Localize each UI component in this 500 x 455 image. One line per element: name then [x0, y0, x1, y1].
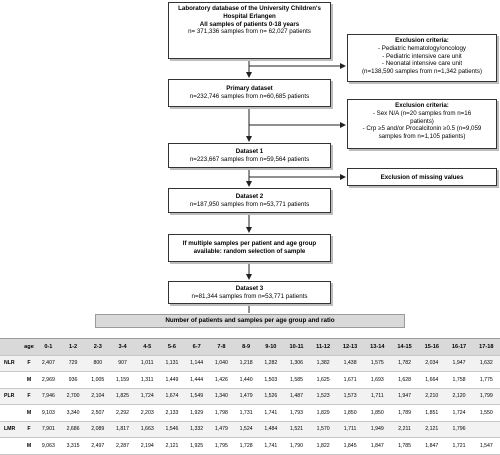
source-counts: n= 371,336 samples from n= 62,027 patients: [188, 28, 311, 36]
sex-label: M: [22, 372, 36, 389]
ratio-label: [0, 405, 22, 422]
source-title-line1: Laboratory database of the University Children's: [178, 5, 321, 12]
sex-label: M: [22, 438, 36, 455]
exclusion2-item-2: - Crp ≥5 and/or Procalcitonin ≥0.5 (n=9,059: [362, 125, 482, 133]
table-cell: 2,089: [85, 421, 110, 438]
table-cell: 936: [61, 372, 86, 389]
table-cell: 1,479: [209, 421, 234, 438]
table-cell: 1,503: [258, 372, 283, 389]
header-cell: 3-4: [110, 339, 135, 356]
table-cell: 1,741: [258, 438, 283, 455]
table-cell: 1,758: [445, 372, 472, 389]
table-cell: 2,121: [418, 421, 445, 438]
table-cell: 1,799: [473, 388, 500, 405]
table-cell: 1,711: [364, 388, 391, 405]
table-cell: 1,523: [310, 388, 337, 405]
summary-heading-bar: Number of patients and samples per age group and ratio: [95, 314, 405, 328]
table-cell: 1,332: [184, 421, 209, 438]
ratio-label: [0, 372, 22, 389]
table-cell: 1,925: [184, 438, 209, 455]
table-cell: 1,526: [258, 388, 283, 405]
random-selection-box: [168, 234, 331, 262]
exclusion2-item-1-cont: patients): [410, 117, 434, 125]
table-cell: 1,724: [135, 388, 160, 405]
header-cell: 17-18: [473, 339, 500, 356]
sex-label: F: [22, 388, 36, 405]
table-cell: 1,850: [364, 405, 391, 422]
table-cell: 1,789: [391, 405, 418, 422]
table-cell: 2,497: [85, 438, 110, 455]
selection-line-2: available: random selection of sample: [193, 247, 306, 255]
exclusion1-counts: (n=138,590 samples from n=1,342 patients): [361, 68, 483, 75]
exclusion1-item-2: - Pediatric intensive care unit: [382, 52, 462, 60]
table-cell: 1,728: [234, 438, 259, 455]
table-cell: 9,103: [36, 405, 61, 422]
table-row: [0, 405, 500, 422]
source-title-line2: Hospital Erlangen: [223, 12, 276, 20]
table-cell: 2,700: [61, 388, 86, 405]
table-cell: 1,438: [336, 355, 363, 372]
table-cell: 2,686: [61, 421, 86, 438]
table-cell: 1,775: [473, 372, 500, 389]
table-cell: 7,946: [36, 388, 61, 405]
table-cell: 1,798: [209, 405, 234, 422]
table-cell: 1,575: [364, 355, 391, 372]
table-cell: 1,829: [310, 405, 337, 422]
dataset-3-box: [168, 281, 331, 304]
table-cell: 2,287: [110, 438, 135, 455]
table-cell: 2,104: [85, 388, 110, 405]
table-cell: 1,796: [445, 421, 472, 438]
dataset-2-counts: n=187,950 samples from n=53,771 patients: [189, 200, 310, 208]
table-cell: 1,947: [445, 355, 472, 372]
table-cell: 1,282: [258, 355, 283, 372]
table-cell: 2,292: [110, 405, 135, 422]
sex-label: F: [22, 421, 36, 438]
table-cell: 907: [110, 355, 135, 372]
table-cell: 3,340: [61, 405, 86, 422]
table-cell: 1,628: [391, 372, 418, 389]
table-cell: 2,120: [445, 388, 472, 405]
table-cell: 2,211: [391, 421, 418, 438]
dataset-3-title: Dataset 3: [235, 285, 264, 292]
table-cell: 7,901: [36, 421, 61, 438]
table-cell: 1,795: [209, 438, 234, 455]
table-cell: 1,724: [445, 405, 472, 422]
exclusion2-title: Exclusion criteria:: [395, 102, 449, 109]
sex-label: M: [22, 405, 36, 422]
table-cell: 2,194: [135, 438, 160, 455]
table-cell: 2,210: [418, 388, 445, 405]
table-cell: 1,040: [209, 355, 234, 372]
table-cell: 2,203: [135, 405, 160, 422]
table-cell: 1,570: [310, 421, 337, 438]
dataset-1-counts: n=223,667 samples from n=59,564 patients: [189, 155, 310, 163]
table-cell: 1,444: [184, 372, 209, 389]
table-cell: 1,850: [336, 405, 363, 422]
table-cell: 1,550: [473, 405, 500, 422]
table-cell: 1,487: [283, 388, 310, 405]
table-cell: 1,521: [283, 421, 310, 438]
table-cell: 1,131: [160, 355, 185, 372]
table-cell: 1,847: [364, 438, 391, 455]
table-cell: 1,947: [391, 388, 418, 405]
table-cell: 1,306: [283, 355, 310, 372]
table-cell: 2,034: [418, 355, 445, 372]
table-cell: 1,793: [283, 405, 310, 422]
table-cell: 1,484: [258, 421, 283, 438]
exclusion-criteria-box-1: [347, 34, 497, 82]
table-cell: 1,585: [283, 372, 310, 389]
header-cell: 0-1: [36, 339, 61, 356]
table-cell: 1,311: [135, 372, 160, 389]
header-cell: age: [22, 339, 36, 356]
table-cell: 1,440: [234, 372, 259, 389]
header-cell: 8-9: [234, 339, 259, 356]
table-cell: 1,159: [110, 372, 135, 389]
header-cell: 4-5: [135, 339, 160, 356]
header-cell: 6-7: [184, 339, 209, 356]
exclusion2-item-1: - Sex N/A (n=20 samples from n=16: [372, 109, 472, 117]
table-cell: 1,671: [336, 372, 363, 389]
ratio-label: LMR: [0, 421, 22, 438]
table-cell: 1,845: [336, 438, 363, 455]
table-cell: 1,625: [310, 372, 337, 389]
table-cell: 1,479: [234, 388, 259, 405]
table-cell: 1,340: [209, 388, 234, 405]
table-cell: 1,524: [234, 421, 259, 438]
table-cell: 1,711: [336, 421, 363, 438]
dataset-2-box: [168, 188, 331, 213]
selection-line-1: If multiple samples per patient and age group: [182, 240, 317, 247]
table-cell: 1,790: [283, 438, 310, 455]
table-cell: 1,449: [160, 372, 185, 389]
source-subtitle: All samples of patients 0-18 years: [199, 20, 300, 28]
exclusion3-title: Exclusion of missing values: [380, 174, 464, 181]
table-cell: 1,144: [184, 355, 209, 372]
table-cell: 1,663: [135, 421, 160, 438]
exclusion-missing-values-box: [347, 168, 497, 186]
header-cell: 7-8: [209, 339, 234, 356]
table-header-row: [0, 339, 500, 356]
table-cell: 2,969: [36, 372, 61, 389]
exclusion1-item-1: - Pediatric hematology/oncology: [377, 44, 467, 52]
table-cell: 1,825: [110, 388, 135, 405]
header-cell: 13-14: [364, 339, 391, 356]
table-cell: 1,005: [85, 372, 110, 389]
dataset-3-counts: n=81,344 samples from n=53,771 patients: [191, 292, 308, 300]
table-cell: 1,741: [258, 405, 283, 422]
table-body: [0, 355, 500, 454]
source-database-box: [168, 2, 331, 59]
age-group-table: [0, 338, 500, 455]
ratio-label: PLR: [0, 388, 22, 405]
header-cell: 9-10: [258, 339, 283, 356]
table-cell: 1,011: [135, 355, 160, 372]
table-cell: 1,547: [473, 438, 500, 455]
primary-dataset-counts: n=232,746 samples from n=60,685 patients: [189, 92, 310, 100]
table-row: [0, 388, 500, 405]
table-cell: 1,573: [336, 388, 363, 405]
table-cell: 1,693: [364, 372, 391, 389]
exclusion1-title: Exclusion criteria:: [395, 37, 449, 44]
header-cell: 11-12: [310, 339, 337, 356]
exclusion-criteria-box-2: [347, 99, 497, 149]
header-cell: 16-17: [445, 339, 472, 356]
table-cell: 729: [61, 355, 86, 372]
table-cell: 2,507: [85, 405, 110, 422]
table-cell: 1,546: [160, 421, 185, 438]
table-cell: 1,674: [160, 388, 185, 405]
header-cell: 2-3: [85, 339, 110, 356]
table-row: [0, 355, 500, 372]
table-cell: 1,822: [310, 438, 337, 455]
table-cell: 1,847: [418, 438, 445, 455]
table-cell: 1,782: [391, 355, 418, 372]
table-cell: 1,949: [364, 421, 391, 438]
primary-dataset-box: [168, 79, 331, 107]
header-cell: 5-6: [160, 339, 185, 356]
table-cell: 1,426: [209, 372, 234, 389]
table-cell: 1,218: [234, 355, 259, 372]
table-cell: 1,632: [473, 355, 500, 372]
ratio-label: [0, 438, 22, 455]
exclusion1-item-3: - Neonatal intensive care unit: [381, 60, 463, 68]
primary-dataset-title: Primary dataset: [226, 85, 273, 92]
table-cell: 1,549: [184, 388, 209, 405]
table-cell: 3,315: [61, 438, 86, 455]
header-cell: 10-11: [283, 339, 310, 356]
table-cell: 1,851: [418, 405, 445, 422]
dataset-2-title: Dataset 2: [235, 193, 264, 200]
header-cell-corner: [0, 339, 22, 356]
header-cell: 1-2: [61, 339, 86, 356]
table-cell: 1,382: [310, 355, 337, 372]
table-cell: 9,063: [36, 438, 61, 455]
table-cell: 1,721: [445, 438, 472, 455]
table-cell: 1,929: [184, 405, 209, 422]
header-cell: 12-13: [336, 339, 363, 356]
table-cell: [473, 421, 500, 438]
table-cell: 2,121: [160, 438, 185, 455]
table-row: [0, 421, 500, 438]
sex-label: F: [22, 355, 36, 372]
dataset-1-title: Dataset 1: [235, 148, 264, 155]
header-cell: 15-16: [418, 339, 445, 356]
table-cell: 1,785: [391, 438, 418, 455]
table-cell: 1,731: [234, 405, 259, 422]
dataset-1-box: [168, 143, 331, 168]
table-cell: 2,407: [36, 355, 61, 372]
ratio-label: NLR: [0, 355, 22, 372]
table-cell: 800: [85, 355, 110, 372]
table-cell: 1,664: [418, 372, 445, 389]
exclusion2-item-2-cont: samples from n=1,105 patients): [378, 133, 466, 140]
table-cell: 1,817: [110, 421, 135, 438]
header-cell: 14-15: [391, 339, 418, 356]
table-row: [0, 438, 500, 455]
table-cell: 2,133: [160, 405, 185, 422]
table-row: [0, 372, 500, 389]
